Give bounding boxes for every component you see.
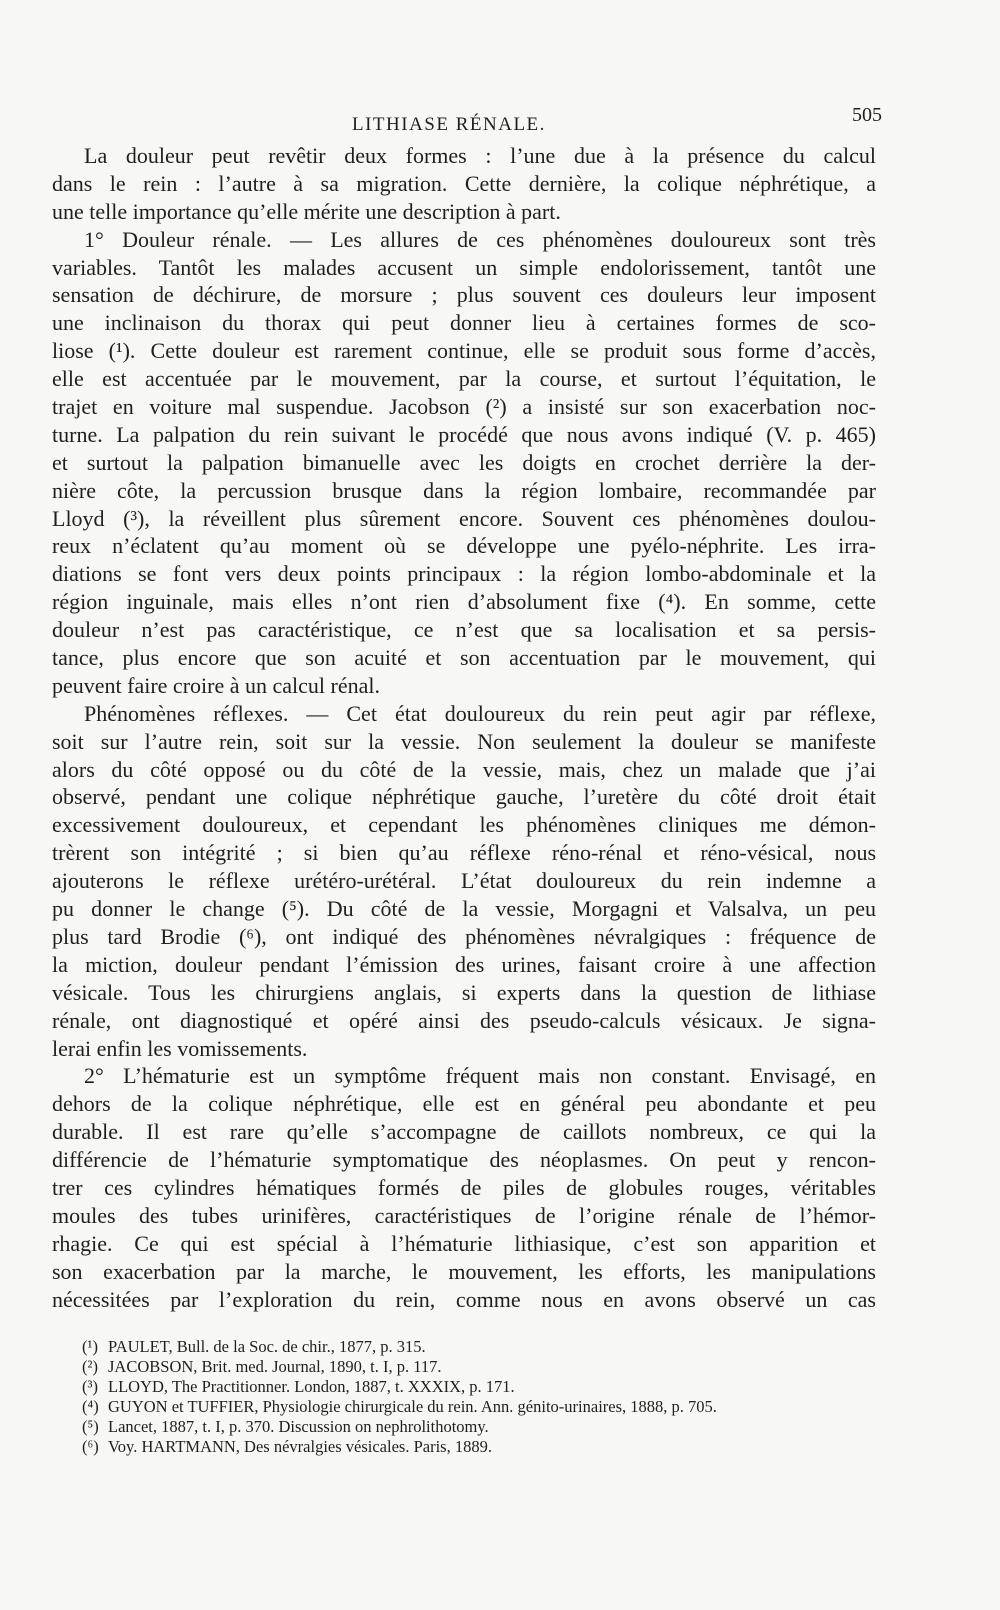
text-line: une inclinaison du thorax qui peut donner lieu à certaines formes de sco- (52, 310, 876, 336)
footnotes (82, 1337, 902, 1457)
text-line: observé, pendant une colique néphrétique gauche, l’uretère du côté droit était (52, 784, 876, 810)
footnote (82, 1437, 902, 1457)
text-line: trajet en voiture mal suspendue. Jacobson (²) a insisté sur son exacerbation noc- (52, 394, 876, 420)
text-line: peuvent faire croire à un calcul rénal. (52, 672, 380, 698)
text-line: elle est accentuée par le mouvement, par la course, et surtout l’équitation, le (52, 366, 876, 392)
footnote-text: Voy. HARTMANN, Des névralgies vésicales. Paris, 1889. (108, 1437, 492, 1456)
text-line: moules des tubes urinifères, caractéristiques de l’origine rénale de l’hémor- (52, 1202, 876, 1228)
text-line: excessivement douloureux, et cependant les phénomènes cliniques me démon- (52, 812, 876, 838)
text-line: dehors de la colique néphrétique, elle est en général peu abondante et peu (52, 1091, 876, 1117)
text-line: alors du côté opposé ou du côté de la vessie, mais, chez un malade que j’ai (52, 756, 876, 782)
text-line: une telle importance qu’elle mérite une description à part. (52, 198, 561, 224)
text-line: reux n’éclatent qu’au moment où se développe une pyélo-néphrite. Les irra- (52, 533, 876, 559)
text-line: pu donner le change (⁵). Du côté de la vessie, Morgagni et Valsalva, un peu (52, 896, 876, 922)
footnote (82, 1357, 902, 1377)
footnote-marker: (⁴) (82, 1397, 99, 1416)
footnote (82, 1417, 902, 1437)
text-line: ajouterons le réflexe urétéro-urétéral. L’état douloureux du rein indemne a (52, 868, 876, 894)
footnote-text: JACOBSON, Brit. med. Journal, 1890, t. I, p. 117. (108, 1357, 442, 1376)
footnote-text: PAULET, Bull. de la Soc. de chir., 1877, p. 315. (108, 1337, 426, 1356)
footnote-marker: (⁶) (82, 1437, 99, 1456)
footnote (82, 1397, 902, 1417)
text-line: trer ces cylindres hématiques formés de piles de globules rouges, véritables (52, 1174, 876, 1200)
footnote (82, 1337, 902, 1357)
footnote (82, 1377, 902, 1397)
running-title: LITHIASE RÉNALE. (352, 114, 546, 135)
text-line: rénale, ont diagnostiqué et opéré ainsi des pseudo-calculs vésicaux. Je signa- (52, 1007, 876, 1033)
running-head (62, 104, 882, 135)
text-line: Phénomènes réflexes. — Cet état douloureux du rein peut agir par réflexe, (84, 700, 876, 726)
text-line: tance, plus encore que son acuité et son accentuation par le mouvement, qui (52, 645, 876, 671)
text-line: différencie de l’hématurie symptomatique des néoplasmes. On peut y rencon- (52, 1147, 876, 1173)
text-line: la miction, douleur pendant l’émission des urines, faisant croire à une affection (52, 951, 876, 977)
text-line: rhagie. Ce qui est spécial à l’hématurie lithiasique, c’est son apparition et (52, 1230, 876, 1256)
text-line: et surtout la palpation bimanuelle avec les doigts en crochet derrière la der- (52, 449, 876, 475)
text-line: liose (¹). Cette douleur est rarement continue, elle se produit sous forme d’accès, (52, 338, 876, 364)
page-number: 505 (852, 104, 882, 126)
footnote-marker: (⁵) (82, 1417, 99, 1436)
text-line: soit sur l’autre rein, soit sur la vessie. Non seulement la douleur se manifeste (52, 728, 876, 754)
text-line: durable. Il est rare qu’elle s’accompagne de caillots nombreux, ce qui la (52, 1119, 876, 1145)
footnote-marker: (³) (82, 1377, 98, 1396)
text-line: turne. La palpation du rein suivant le procédé que nous avons indiqué (V. p. 465) (52, 421, 876, 447)
text-line: Lloyd (³), la réveillent plus sûrement encore. Souvent ces phénomènes doulou- (52, 505, 876, 531)
text-line: 2° L’hématurie est un symptôme fréquent mais non constant. Envisagé, en (84, 1063, 876, 1089)
footnote-marker: (¹) (82, 1337, 98, 1356)
text-line: son exacerbation par la marche, le mouvement, les efforts, les manipulations (52, 1258, 876, 1284)
footnote-text: GUYON et TUFFIER, Physiologie chirurgicale du rein. Ann. génito-urinaires, 1888, p. 705. (108, 1397, 717, 1416)
footnote-text: Lancet, 1887, t. I, p. 370. Discussion on nephrolithotomy. (108, 1417, 489, 1436)
text-line: trèrent son intégrité ; si bien qu’au réflexe réno-rénal et réno-vésical, nous (52, 840, 876, 866)
text-line: La douleur peut revêtir deux formes : l’une due à la présence du calcul (84, 143, 876, 168)
footnote-marker: (²) (82, 1357, 98, 1376)
text-line: diations se font vers deux points principaux : la région lombo-abdominale et la (52, 561, 876, 587)
text-line: lerai enfin les vomissements. (52, 1035, 308, 1061)
body-text (52, 142, 876, 1313)
text-line: 1° Douleur rénale. — Les allures de ces phénomènes douloureux sont très (84, 226, 876, 252)
text-line: plus tard Brodie (⁶), ont indiqué des phénomènes névralgiques : fréquence de (52, 923, 876, 949)
text-line: nière côte, la percussion brusque dans la région lombaire, recommandée par (52, 477, 876, 503)
text-line: douleur n’est pas caractéristique, ce n’est que sa localisation et sa persis- (52, 617, 876, 643)
text-line: vésicale. Tous les chirurgiens anglais, si experts dans la question de lithiase (52, 979, 876, 1005)
text-line: sensation de déchirure, de morsure ; plus souvent ces douleurs leur imposent (52, 282, 876, 308)
text-line: variables. Tantôt les malades accusent un simple endolorissement, tantôt une (52, 254, 876, 280)
footnote-text: LLOYD, The Practitionner. London, 1887, t. XXXIX, p. 171. (108, 1377, 515, 1396)
text-line: dans le rein : l’autre à sa migration. Cette dernière, la colique néphrétique, a (52, 170, 876, 196)
text-line: région inguinale, mais elles n’ont rien d’absolument fixe (⁴). En somme, cette (52, 589, 876, 615)
text-line: nécessitées par l’exploration du rein, comme nous en avons observé un cas (52, 1286, 876, 1312)
